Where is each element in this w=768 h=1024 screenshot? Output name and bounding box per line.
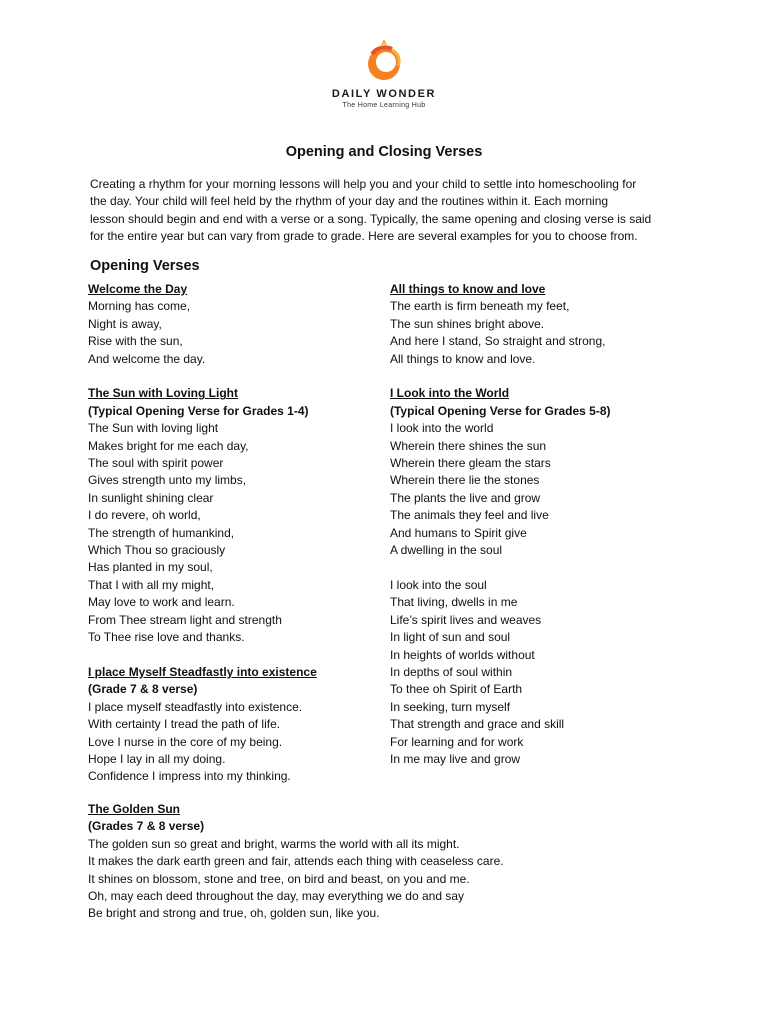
verse-line: It shines on blossom, stone and tree, on bird and beast, on you and me. bbox=[88, 871, 470, 886]
verse-line: Wherein there shines the sun bbox=[390, 438, 547, 453]
verse-block bbox=[88, 281, 378, 368]
verse-line: The plants the live and grow bbox=[390, 490, 541, 505]
verse-line: May love to work and learn. bbox=[88, 595, 235, 610]
intro-line: Creating a rhythm for your morning lessons will help you and your child to settle into homeschooling for bbox=[90, 177, 637, 191]
verse-line: In me may live and grow bbox=[390, 751, 521, 766]
verse-line: It makes the dark earth green and fair, attends each thing with ceaseless care. bbox=[88, 854, 504, 869]
verse-line: And welcome the day. bbox=[88, 351, 206, 366]
verse-line: To thee oh Spirit of Earth bbox=[390, 682, 523, 697]
verse-line: Has planted in my soul, bbox=[88, 560, 213, 575]
verse-line: Confidence I impress into my thinking. bbox=[88, 769, 291, 784]
verse-line: Hope I lay in all my doing. bbox=[88, 751, 226, 766]
verse-block bbox=[390, 385, 690, 559]
left-column bbox=[88, 281, 378, 786]
verse-line: A dwelling in the soul bbox=[390, 543, 503, 558]
verse-line: To Thee rise love and thanks. bbox=[88, 630, 245, 645]
verse-line: The animals they feel and live bbox=[390, 508, 549, 523]
verse-line: I look into the world bbox=[390, 421, 494, 436]
verse-subtitle: (Grades 7 & 8 verse) bbox=[88, 819, 205, 834]
verse-line: I place myself steadfastly into existence. bbox=[88, 699, 303, 714]
verse-line: The strength of humankind, bbox=[88, 525, 235, 540]
verse-line: With certainty I tread the path of life. bbox=[88, 717, 281, 732]
verse-block bbox=[390, 281, 690, 368]
verse-line: In sunlight shining clear bbox=[88, 490, 214, 505]
verse-line: Love I nurse in the core of my being. bbox=[88, 734, 283, 749]
verse-line: Which Thou so graciously bbox=[88, 543, 226, 558]
verse-line: In light of sun and soul bbox=[390, 630, 511, 645]
verse-subtitle: (Grade 7 & 8 verse) bbox=[88, 682, 198, 697]
verse-line: I look into the soul bbox=[390, 577, 487, 592]
verse-line: Life’s spirit lives and weaves bbox=[390, 612, 542, 627]
verse-line: And here I stand, So straight and strong, bbox=[390, 334, 606, 349]
intro-paragraph bbox=[90, 176, 690, 246]
bottom-verse bbox=[88, 801, 708, 923]
right-column bbox=[390, 281, 690, 768]
verse-line: Oh, may each deed throughout the day, may everything we do and say bbox=[88, 889, 465, 904]
verse-line: Wherein there gleam the stars bbox=[390, 456, 551, 471]
brand-tagline: The Home Learning Hub bbox=[342, 102, 426, 109]
verse-line: Wherein there lie the stones bbox=[390, 473, 540, 488]
brand-name: DAILY WONDER bbox=[331, 88, 437, 100]
verse-line: The earth is firm beneath my feet, bbox=[390, 299, 570, 314]
verse-title: Welcome the Day bbox=[88, 282, 188, 296]
verse-block bbox=[88, 385, 378, 646]
verse-line: The Sun with loving light bbox=[88, 421, 219, 436]
verse-title: I place Myself Steadfastly into existence bbox=[88, 664, 317, 679]
verse-line: That living, dwells in me bbox=[390, 595, 518, 610]
verse-line: Rise with the sun, bbox=[88, 334, 183, 349]
daily-wonder-sun-icon bbox=[362, 40, 406, 84]
verse-line: For learning and for work bbox=[390, 734, 524, 749]
section-heading: Opening Verses bbox=[90, 258, 200, 274]
intro-line: lesson should begin and end with a verse or a song. Typically, the same opening and closing verse is said bbox=[90, 211, 652, 226]
verse-line: That strength and grace and skill bbox=[390, 717, 565, 732]
verse-title: All things to know and love bbox=[390, 282, 546, 296]
verse-title: I Look into the World bbox=[390, 386, 510, 401]
verse-subtitle: (Typical Opening Verse for Grades 5-8) bbox=[390, 403, 611, 418]
verse-line: The golden sun so great and bright, warms the world with all its might. bbox=[88, 836, 460, 851]
verse-line: In seeking, turn myself bbox=[390, 699, 511, 714]
verse-line: All things to know and love. bbox=[390, 351, 536, 366]
intro-line: for the entire year but can vary from grade to grade. Here are several examples for you to choose from. bbox=[90, 229, 638, 244]
verse-title: The Sun with Loving Light bbox=[88, 386, 238, 401]
verse-line: And humans to Spirit give bbox=[390, 525, 527, 540]
logo bbox=[0, 40, 768, 109]
verse-block bbox=[88, 801, 708, 923]
verse-block bbox=[390, 577, 690, 768]
verse-line: I do revere, oh world, bbox=[88, 508, 201, 523]
intro-line: the day. Your child will feel held by the rhythm of your day and the routines within it. Each morning bbox=[90, 194, 609, 209]
verse-line: The sun shines bright above. bbox=[390, 316, 545, 331]
verse-title: The Golden Sun bbox=[88, 802, 180, 816]
verse-line: In depths of soul within bbox=[390, 664, 513, 679]
verse-line: In heights of worlds without bbox=[390, 647, 535, 662]
verse-line: Night is away, bbox=[88, 316, 162, 331]
verse-line: The soul with spirit power bbox=[88, 456, 224, 471]
verse-line: From Thee stream light and strength bbox=[88, 612, 282, 627]
verse-line: Morning has come, bbox=[88, 299, 191, 314]
verse-line: Makes bright for me each day, bbox=[88, 438, 249, 453]
verse-line: Gives strength unto my limbs, bbox=[88, 473, 247, 488]
verse-block bbox=[88, 664, 378, 786]
page-title: Opening and Closing Verses bbox=[285, 144, 483, 160]
verse-line: That I with all my might, bbox=[88, 577, 215, 592]
verse-line: Be bright and strong and true, oh, golden sun, like you. bbox=[88, 906, 380, 921]
verse-subtitle: (Typical Opening Verse for Grades 1-4) bbox=[88, 403, 309, 418]
